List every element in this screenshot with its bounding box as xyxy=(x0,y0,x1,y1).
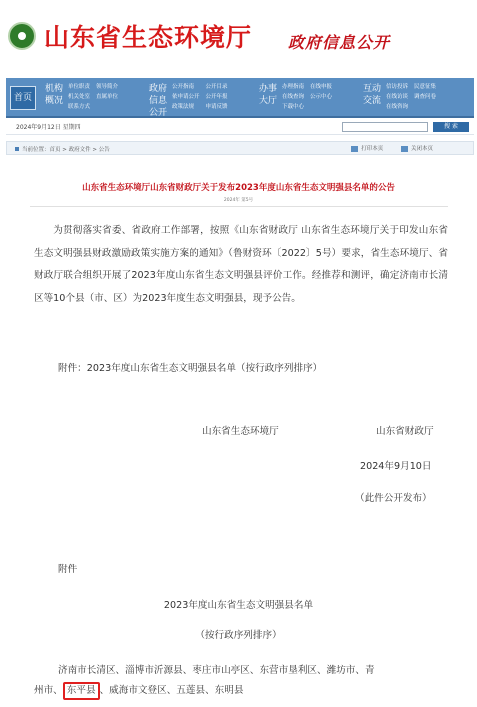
nav-link[interactable]: 在线咨询 xyxy=(386,104,409,110)
main-nav xyxy=(6,78,474,118)
signing-date: 2024年9月10日 xyxy=(360,461,432,472)
highlighted-county: 东平县 xyxy=(63,682,100,700)
breadcrumb-text[interactable]: 当前位置：首页 > 政府文件 > 公告 xyxy=(22,147,110,153)
nav-link[interactable]: 在线访谈 xyxy=(386,94,409,100)
section-title: 政府信息公开 xyxy=(288,33,391,52)
nav-link[interactable]: 单位职责 xyxy=(68,84,91,90)
search-button[interactable]: 搜 索 xyxy=(433,122,469,132)
title-divider xyxy=(30,206,448,207)
signer-finance: 山东省财政厅 xyxy=(376,426,434,437)
document-number: 2024年 第5号 xyxy=(223,198,254,203)
publish-note: （此件公开发布） xyxy=(355,493,432,504)
location-icon xyxy=(15,147,19,151)
nav-link[interactable]: 申请反馈 xyxy=(205,104,228,110)
close-page-button[interactable] xyxy=(401,144,433,152)
nav-link[interactable]: 公开目录 xyxy=(205,84,228,90)
site-title[interactable]: 山东省生态环境厅 xyxy=(44,23,253,52)
breadcrumb-bar xyxy=(6,141,474,155)
article-title: 山东省生态环境厅山东省财政厅关于发布2023年度山东省生态文明强县名单的公告 xyxy=(82,183,395,193)
nav-category-info[interactable]: 政府信息公开 xyxy=(148,84,167,118)
page-tools xyxy=(335,144,433,152)
nav-link[interactable]: 依申请公开 xyxy=(172,94,200,100)
search-input[interactable] xyxy=(342,122,428,132)
nav-category-service[interactable]: 办事大厅 xyxy=(258,84,277,106)
nav-link[interactable]: 民意征集 xyxy=(414,84,437,90)
site-logo-icon[interactable] xyxy=(8,22,36,50)
attachment-label: 附件 xyxy=(58,564,78,575)
nav-home-button[interactable]: 首页 xyxy=(10,86,36,110)
list-suffix: 、威海市文登区、五莲县、东明县 xyxy=(99,685,244,696)
nav-link[interactable]: 公示中心 xyxy=(310,94,333,100)
breadcrumb[interactable] xyxy=(15,145,110,153)
print-button[interactable] xyxy=(351,144,383,152)
nav-link[interactable]: 在线申报 xyxy=(310,84,333,90)
signer-environment: 山东省生态环境厅 xyxy=(202,426,279,437)
attachment-line[interactable]: 附件：2023年度山东省生态文明强县名单（按行政序列排序） xyxy=(58,363,323,374)
nav-link[interactable]: 政策法规 xyxy=(172,104,195,110)
print-label[interactable]: 打印本页 xyxy=(361,146,384,152)
list-title: 2023年度山东省生态文明强县名单 xyxy=(163,600,314,611)
site-header xyxy=(0,0,477,70)
nav-category-org[interactable]: 机构概况 xyxy=(44,84,63,106)
date-search-bar xyxy=(6,120,474,135)
nav-link[interactable]: 办理指南 xyxy=(282,84,305,90)
print-icon xyxy=(351,146,358,152)
nav-link[interactable]: 领导简介 xyxy=(96,84,119,90)
county-list-line2 xyxy=(34,682,243,700)
list-subtitle: （按行政序列排序） xyxy=(195,630,282,641)
nav-link[interactable]: 直属单位 xyxy=(96,94,119,100)
nav-link[interactable]: 公开年报 xyxy=(205,94,228,100)
nav-link[interactable]: 信访投诉 xyxy=(386,84,409,90)
current-date: 2024年9月12日 星期四 xyxy=(16,124,81,131)
nav-link[interactable]: 机关处室 xyxy=(68,94,91,100)
nav-link[interactable]: 下载中心 xyxy=(282,104,305,110)
nav-link[interactable]: 公开指南 xyxy=(172,84,195,90)
close-icon xyxy=(401,146,408,152)
nav-link[interactable]: 联系方式 xyxy=(68,104,91,110)
nav-category-interact[interactable]: 互动交流 xyxy=(362,84,381,106)
nav-link[interactable]: 在线查询 xyxy=(282,94,305,100)
article-paragraph: 为贯彻落实省委、省政府工作部署，按照《山东省财政厅 山东省生态环境厅关于印发山东省生态文明强县财政激励政策实施方案的通知》（鲁财资环〔2022〕5号）要求，省生态环境厅、省财政厅联合组织开展了2023年度山东省生态文明强县评价工作。经推荐和测评，确定济南市长清区等10个县（市、区）为2023年度生态文明强县，现予公告。 xyxy=(34,225,448,304)
list-prefix: 州市、 xyxy=(34,685,63,696)
nav-link[interactable]: 调查问卷 xyxy=(414,94,437,100)
close-label[interactable]: 关闭本页 xyxy=(410,146,433,152)
county-list-line1: 济南市长清区、淄博市沂源县、枣庄市山亭区、东营市垦利区、潍坊市、青 xyxy=(58,665,375,676)
